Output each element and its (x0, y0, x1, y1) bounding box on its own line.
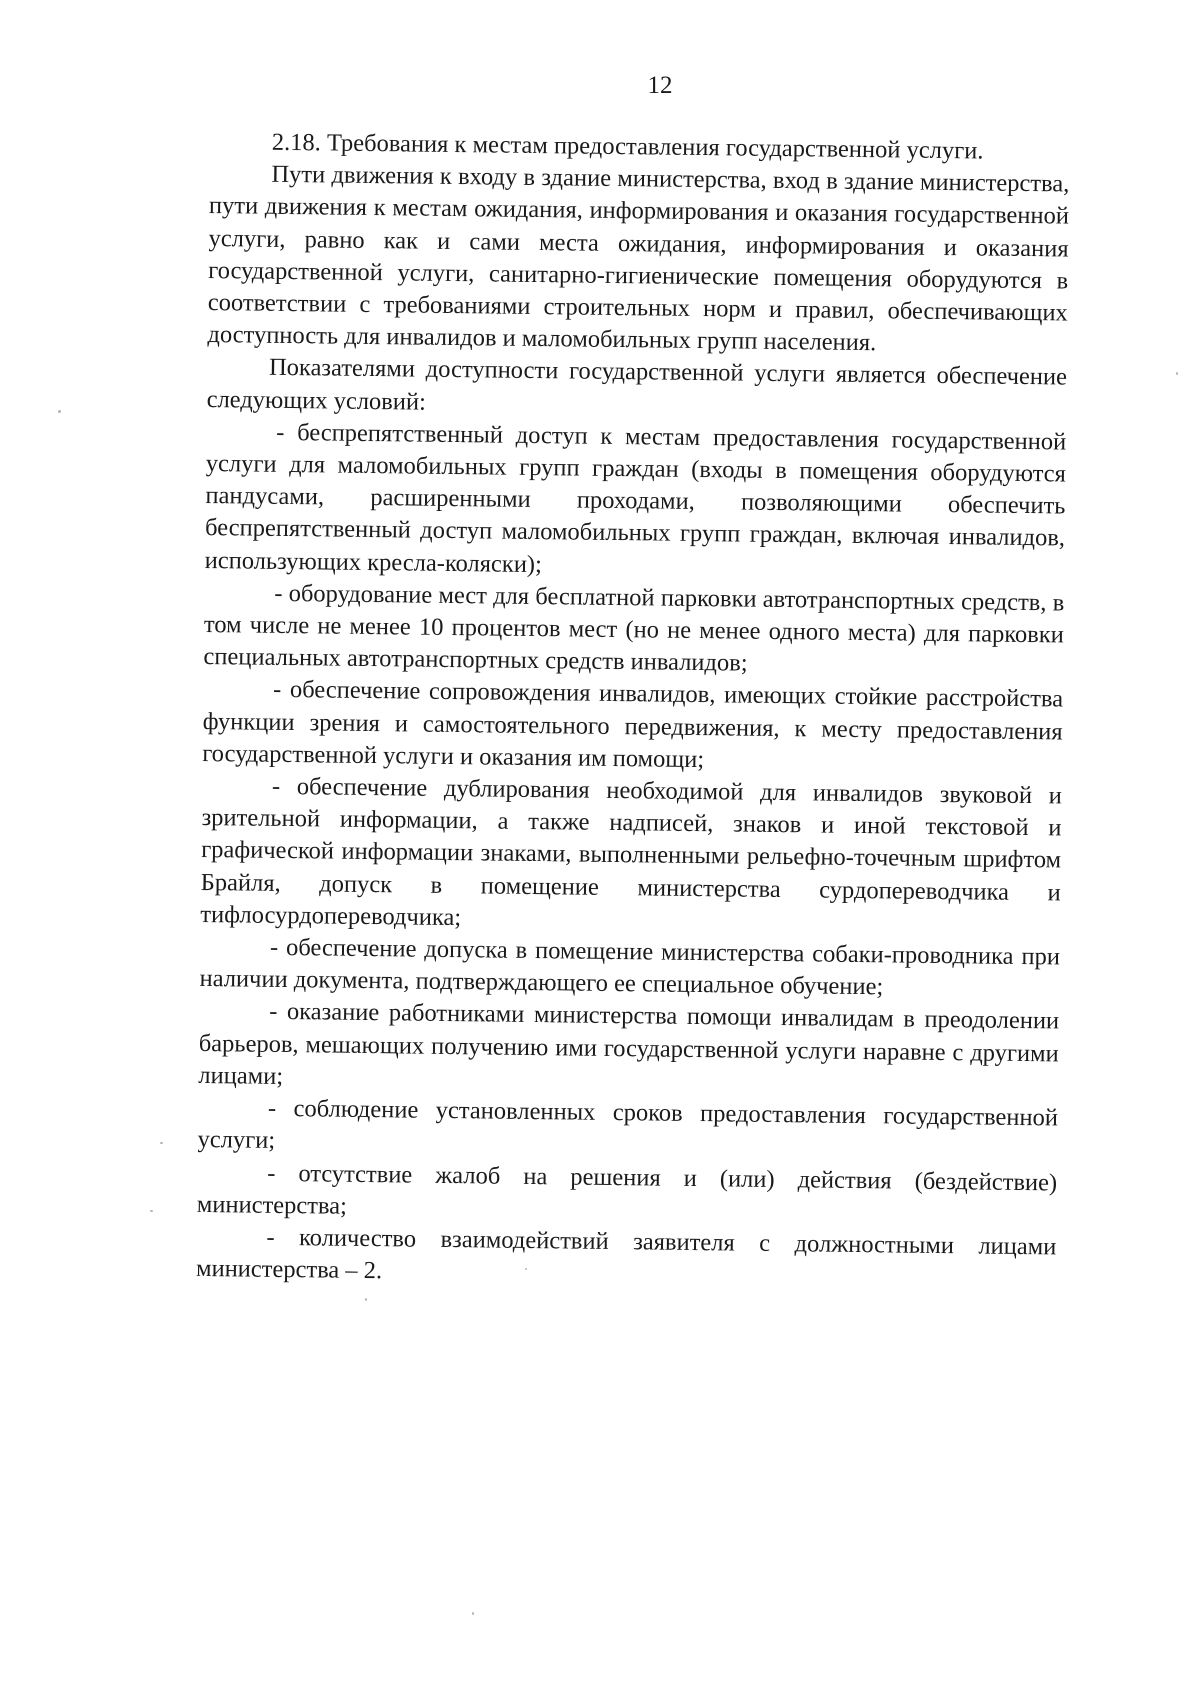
scan-speck (1176, 372, 1178, 375)
scan-speck (58, 410, 61, 413)
condition-item: - оборудование мест для бесплатной парковки автотранспортных средств, в том числе не менее 10 процентов мест (но не менее одного места) для парковки специальных автотранспортных средств инвалидов; (203, 579, 1065, 677)
condition-item: - обеспечение допуска в помещение министерства собаки-проводника при наличии документа, подтверждающего ее специальное обучение; (199, 933, 1061, 1001)
document-body (196, 126, 1070, 1296)
scan-speck (150, 1210, 153, 1212)
scan-speck (525, 1268, 527, 1270)
scan-speck (472, 1612, 474, 1615)
condition-item: - обеспечение сопровождения инвалидов, имеющих стойкие расстройства функции зрения и самостоятельного передвижения, к месту предоставления государственной услуги и оказания им помощи; (202, 676, 1064, 773)
condition-item: - беспрепятственный доступ к местам предоставления государственной услуги для маломобильных групп граждан (входы в помещения оборудуются пандусами, расширенными проходами, позволяющими обеспечить беспрепятственный доступ маломобильных групп граждан, включая инвалидов, использующих кресла-коляски); (204, 418, 1067, 578)
paragraph-access-routes: Пути движения к входу в здание министерства, вход в здание министерства, пути движения к местам ожидания, информирования и оказания государственной услуги, равно как и сами места ожидания, информирования и оказания государственной услуги, санитарно-гигиенические помещения оборудуются в соответствии с требованиями строительных норм и правил, обеспечивающих доступность для инвалидов и маломобильных групп населения. (207, 160, 1070, 357)
condition-item: - оказание работниками министерства помощи инвалидам в преодолении барьеров, мешающих получению ими государственной услуги наравне с другими лицами; (198, 998, 1060, 1090)
condition-item: - обеспечение дублирования необходимой для инвалидов звуковой и зрительной информации, а также надписей, знаков и иной текстовой и графической информации знаками, выполненными рельефно-точечным шрифтом Брайля, допуск в помещение министерства сурдопереводчика и тифлосурдопереводчика; (200, 772, 1063, 932)
paragraph-accessibility-indicators: Показателями доступности государственной услуги является обеспечение следующих условий: (206, 354, 1068, 416)
condition-item: - соблюдение установленных сроков предоставления государственной услуги; (197, 1094, 1059, 1155)
page-number: 12 (647, 72, 673, 99)
condition-item: - отсутствие жалоб на решения и (или) действия (бездействие) министерства; (196, 1159, 1058, 1220)
scan-speck (160, 1142, 163, 1144)
section-heading: 2.18. Требования к местам предоставления государственной услуги. (271, 128, 984, 165)
condition-item: - количество взаимодействий заявителя с должностными лицами министерства – 2. (195, 1223, 1057, 1285)
scan-speck (365, 1298, 367, 1301)
